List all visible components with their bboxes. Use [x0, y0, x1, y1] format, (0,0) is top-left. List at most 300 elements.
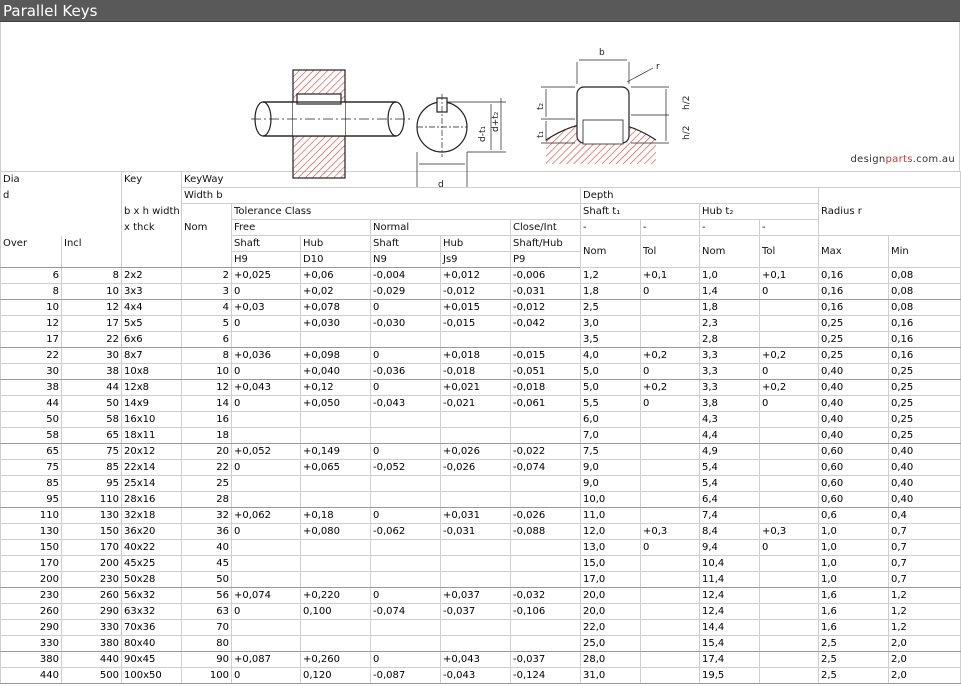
header-thck: x thck: [122, 220, 182, 236]
cell-hub-depth-nom: 10,4: [700, 556, 760, 572]
cell-over: 290: [1, 620, 62, 636]
cell-hub-depth-tol: [760, 652, 819, 668]
cell-normal-shaft-tol: -0,030: [371, 316, 441, 332]
cell-hub-depth-nom: 7,4: [700, 508, 760, 524]
header-bxh: b x h width: [122, 204, 182, 220]
cell-incl: 330: [62, 620, 122, 636]
label-d: d: [438, 180, 444, 190]
cell-normal-hub-tol: +0,021: [441, 380, 511, 396]
cell-hub-depth-nom: 3,3: [700, 380, 760, 396]
cell-shaft-depth-nom: 5,0: [581, 380, 641, 396]
cell-shaft-depth-tol: [641, 300, 700, 316]
table-row: [1, 652, 961, 668]
cell-incl: 44: [62, 380, 122, 396]
header-dia: Dia: [1, 172, 122, 188]
cell-radius-min: 0,25: [889, 428, 961, 444]
cell-free-hub-tol: +0,050: [301, 396, 371, 412]
cell-free-shaft-tol: +0,062: [232, 508, 301, 524]
cell-radius-max: 0,25: [819, 316, 889, 332]
table-row: [1, 492, 961, 508]
header-js9: Js9: [441, 252, 511, 268]
shaft-side-view: [251, 70, 411, 178]
label-r: r: [656, 62, 660, 72]
header-h9: H9: [232, 252, 301, 268]
cell-free-hub-tol: +0,149: [301, 444, 371, 460]
cell-free-hub-tol: +0,18: [301, 508, 371, 524]
cell-close-tol: -0,015: [511, 348, 581, 364]
cell-hub-depth-nom: 6,4: [700, 492, 760, 508]
label-t1: t₁: [536, 130, 546, 138]
cell-over: 110: [1, 508, 62, 524]
cell-normal-hub-tol: +0,018: [441, 348, 511, 364]
cell-width-nom: 14: [182, 396, 232, 412]
cell-hub-depth-nom: 4,4: [700, 428, 760, 444]
cell-hub-depth-tol: [760, 572, 819, 588]
cell-key-size: 5x5: [122, 316, 182, 332]
cell-radius-max: 0,16: [819, 300, 889, 316]
cell-key-size: 50x28: [122, 572, 182, 588]
table-row: [1, 396, 961, 412]
cell-over: 230: [1, 588, 62, 604]
cell-over: 50: [1, 412, 62, 428]
cell-shaft-depth-nom: 5,5: [581, 396, 641, 412]
cell-incl: 260: [62, 588, 122, 604]
cell-shaft-depth-tol: [641, 652, 700, 668]
cell-width-nom: 5: [182, 316, 232, 332]
cell-shaft-depth-nom: 12,0: [581, 524, 641, 540]
cell-free-shaft-tol: 0: [232, 316, 301, 332]
cell-close-tol: -0,018: [511, 380, 581, 396]
cell-incl: 150: [62, 524, 122, 540]
cell-key-size: 28x16: [122, 492, 182, 508]
cell-shaft-depth-tol: [641, 332, 700, 348]
table-row: [1, 524, 961, 540]
cell-radius-min: 0,08: [889, 300, 961, 316]
header-normal-shaft: Shaft: [371, 236, 441, 252]
cell-over: 200: [1, 572, 62, 588]
cell-free-hub-tol: [301, 572, 371, 588]
cell-incl: 85: [62, 460, 122, 476]
cell-shaft-depth-tol: 0: [641, 396, 700, 412]
cell-shaft-depth-tol: [641, 668, 700, 684]
cell-free-shaft-tol: [232, 476, 301, 492]
cell-hub-depth-tol: [760, 668, 819, 684]
table-row: [1, 604, 961, 620]
cell-normal-shaft-tol: [371, 636, 441, 652]
cell-free-shaft-tol: +0,087: [232, 652, 301, 668]
cell-free-shaft-tol: 0: [232, 396, 301, 412]
cell-free-hub-tol: +0,02: [301, 284, 371, 300]
cell-over: 330: [1, 636, 62, 652]
cell-normal-shaft-tol: 0: [371, 380, 441, 396]
cell-radius-min: 0,7: [889, 572, 961, 588]
cell-close-tol: -0,074: [511, 460, 581, 476]
cell-shaft-depth-nom: 20,0: [581, 588, 641, 604]
cell-radius-max: 1,0: [819, 540, 889, 556]
cell-shaft-depth-nom: 25,0: [581, 636, 641, 652]
header-hub-tol: Tol: [760, 236, 819, 268]
cell-normal-shaft-tol: 0: [371, 652, 441, 668]
cell-close-tol: [511, 332, 581, 348]
cell-over: 38: [1, 380, 62, 396]
cell-normal-shaft-tol: 0: [371, 588, 441, 604]
cell-hub-depth-nom: 3,3: [700, 364, 760, 380]
header-shaft-tol: Tol: [641, 236, 700, 268]
cell-key-size: 45x25: [122, 556, 182, 572]
cell-free-hub-tol: +0,12: [301, 380, 371, 396]
cell-over: 17: [1, 332, 62, 348]
cell-hub-depth-tol: +0,2: [760, 348, 819, 364]
cell-normal-shaft-tol: -0,087: [371, 668, 441, 684]
label-d-t1: d-t₁: [478, 125, 488, 142]
cell-normal-shaft-tol: -0,004: [371, 268, 441, 284]
cell-free-hub-tol: [301, 636, 371, 652]
header-nom: Nom: [182, 220, 232, 236]
table-row: [1, 460, 961, 476]
cell-close-tol: -0,088: [511, 524, 581, 540]
cell-normal-hub-tol: -0,043: [441, 668, 511, 684]
header-d: d: [1, 188, 122, 204]
table-row: [1, 636, 961, 652]
cell-free-shaft-tol: [232, 572, 301, 588]
cell-width-nom: 16: [182, 412, 232, 428]
cell-radius-min: 2,0: [889, 668, 961, 684]
cell-hub-depth-nom: 2,8: [700, 332, 760, 348]
cell-width-nom: 8: [182, 348, 232, 364]
cell-hub-depth-nom: 12,4: [700, 588, 760, 604]
cell-shaft-depth-tol: +0,1: [641, 268, 700, 284]
cell-close-tol: [511, 572, 581, 588]
cell-free-shaft-tol: [232, 540, 301, 556]
cell-hub-depth-nom: 4,9: [700, 444, 760, 460]
cell-radius-max: 0,40: [819, 364, 889, 380]
cell-key-size: 36x20: [122, 524, 182, 540]
cell-free-shaft-tol: [232, 412, 301, 428]
cell-hub-depth-nom: 17,4: [700, 652, 760, 668]
cell-hub-depth-nom: 3,3: [700, 348, 760, 364]
cell-shaft-depth-nom: 17,0: [581, 572, 641, 588]
cell-incl: 22: [62, 332, 122, 348]
cell-width-nom: 100: [182, 668, 232, 684]
cell-free-shaft-tol: +0,036: [232, 348, 301, 364]
cell-key-size: 3x3: [122, 284, 182, 300]
cell-normal-hub-tol: +0,043: [441, 652, 511, 668]
cell-shaft-depth-tol: [641, 588, 700, 604]
cell-key-size: 90x45: [122, 652, 182, 668]
cell-radius-min: 0,08: [889, 284, 961, 300]
cell-width-nom: 32: [182, 508, 232, 524]
cell-shaft-depth-tol: [641, 476, 700, 492]
cell-incl: 10: [62, 284, 122, 300]
cell-radius-min: 0,25: [889, 396, 961, 412]
cell-key-size: 63x32: [122, 604, 182, 620]
cell-free-hub-tol: +0,080: [301, 524, 371, 540]
cell-normal-hub-tol: [441, 556, 511, 572]
cell-key-size: 56x32: [122, 588, 182, 604]
cell-free-shaft-tol: [232, 556, 301, 572]
cell-key-size: 2x2: [122, 268, 182, 284]
header-depth: Depth: [581, 188, 819, 204]
cell-incl: 290: [62, 604, 122, 620]
cell-free-shaft-tol: +0,052: [232, 444, 301, 460]
cell-shaft-depth-nom: 9,0: [581, 460, 641, 476]
cell-width-nom: 6: [182, 332, 232, 348]
cell-normal-hub-tol: +0,037: [441, 588, 511, 604]
cell-close-tol: -0,042: [511, 316, 581, 332]
cell-hub-depth-nom: 8,4: [700, 524, 760, 540]
table-row: [1, 572, 961, 588]
credit-part: design: [850, 154, 886, 165]
cell-hub-depth-nom: 2,3: [700, 316, 760, 332]
cell-over: 75: [1, 460, 62, 476]
cell-free-hub-tol: 0,100: [301, 604, 371, 620]
header-radius-min: Min: [889, 236, 961, 268]
cell-key-size: 4x4: [122, 300, 182, 316]
cell-radius-max: 0,6: [819, 508, 889, 524]
header-incl: Incl: [62, 236, 122, 252]
cell-incl: 75: [62, 444, 122, 460]
cell-width-nom: 18: [182, 428, 232, 444]
table-row: [1, 332, 961, 348]
cell-free-hub-tol: [301, 556, 371, 572]
header-hub-nom: Nom: [700, 236, 760, 268]
header-over: Over: [1, 236, 62, 252]
cell-close-tol: -0,031: [511, 284, 581, 300]
cell-close-tol: [511, 636, 581, 652]
cell-hub-depth-nom: 9,4: [700, 540, 760, 556]
cell-normal-shaft-tol: 0: [371, 300, 441, 316]
cell-width-nom: 50: [182, 572, 232, 588]
cell-normal-hub-tol: +0,015: [441, 300, 511, 316]
cell-free-hub-tol: [301, 332, 371, 348]
cell-radius-min: 2,0: [889, 652, 961, 668]
cell-radius-min: 1,2: [889, 604, 961, 620]
cell-hub-depth-tol: +0,2: [760, 380, 819, 396]
cell-radius-max: 0,40: [819, 380, 889, 396]
cell-close-tol: -0,051: [511, 364, 581, 380]
cell-radius-max: 0,60: [819, 460, 889, 476]
cell-over: 6: [1, 268, 62, 284]
cell-free-hub-tol: [301, 428, 371, 444]
cell-shaft-depth-nom: 10,0: [581, 492, 641, 508]
cell-radius-min: 0,25: [889, 412, 961, 428]
cell-normal-hub-tol: +0,031: [441, 508, 511, 524]
table-row: [1, 348, 961, 364]
cell-over: 30: [1, 364, 62, 380]
cell-radius-max: 1,6: [819, 620, 889, 636]
cell-width-nom: 45: [182, 556, 232, 572]
cell-width-nom: 25: [182, 476, 232, 492]
cell-close-tol: [511, 412, 581, 428]
cell-normal-hub-tol: +0,026: [441, 444, 511, 460]
cell-shaft-depth-nom: 11,0: [581, 508, 641, 524]
cell-shaft-depth-tol: [641, 316, 700, 332]
cell-radius-min: 0,7: [889, 540, 961, 556]
site-credit: [851, 154, 955, 165]
label-h2-upper: h/2: [682, 95, 692, 110]
cell-normal-shaft-tol: -0,052: [371, 460, 441, 476]
table-row: [1, 268, 961, 284]
cell-key-size: 14x9: [122, 396, 182, 412]
cell-close-tol: [511, 476, 581, 492]
cell-hub-depth-tol: [760, 412, 819, 428]
cell-free-shaft-tol: [232, 636, 301, 652]
cell-radius-max: 0,40: [819, 412, 889, 428]
page-title: Parallel Keys: [0, 0, 960, 22]
cell-normal-shaft-tol: [371, 476, 441, 492]
cell-normal-hub-tol: [441, 540, 511, 556]
parallel-keys-table: [0, 171, 961, 684]
table-row: [1, 620, 961, 636]
cell-hub-depth-nom: 1,8: [700, 300, 760, 316]
cell-key-size: 10x8: [122, 364, 182, 380]
cell-width-nom: 2: [182, 268, 232, 284]
table-row: [1, 428, 961, 444]
cell-shaft-depth-nom: 9,0: [581, 476, 641, 492]
cell-normal-hub-tol: -0,018: [441, 364, 511, 380]
cell-shaft-depth-tol: 0: [641, 540, 700, 556]
cell-radius-min: 1,2: [889, 620, 961, 636]
cell-radius-max: 0,25: [819, 348, 889, 364]
header-dash-2: -: [641, 220, 700, 236]
cell-radius-max: 0,60: [819, 476, 889, 492]
header-normal: Normal: [371, 220, 511, 236]
cell-shaft-depth-nom: 13,0: [581, 540, 641, 556]
header-width-b: Width b: [182, 188, 581, 204]
cell-over: 440: [1, 668, 62, 684]
cell-shaft-depth-nom: 1,8: [581, 284, 641, 300]
header-p9: P9: [511, 252, 581, 268]
table-row: [1, 380, 961, 396]
cell-close-tol: -0,032: [511, 588, 581, 604]
cell-hub-depth-tol: [760, 604, 819, 620]
cell-radius-max: 0,60: [819, 492, 889, 508]
credit-accent: parts: [885, 154, 913, 165]
cell-close-tol: -0,061: [511, 396, 581, 412]
cell-normal-shaft-tol: 0: [371, 508, 441, 524]
cell-shaft-depth-tol: [641, 412, 700, 428]
cell-radius-max: 2,5: [819, 636, 889, 652]
cell-hub-depth-tol: [760, 444, 819, 460]
label-h2-lower: h/2: [682, 125, 692, 140]
cell-hub-depth-tol: 0: [760, 364, 819, 380]
cell-free-hub-tol: +0,078: [301, 300, 371, 316]
cell-hub-depth-nom: 5,4: [700, 460, 760, 476]
cell-normal-shaft-tol: [371, 540, 441, 556]
cell-over: 8: [1, 284, 62, 300]
cell-close-tol: -0,006: [511, 268, 581, 284]
cell-radius-max: 2,5: [819, 668, 889, 684]
cell-hub-depth-tol: [760, 492, 819, 508]
cell-width-nom: 40: [182, 540, 232, 556]
cell-radius-min: 0,7: [889, 556, 961, 572]
cell-shaft-depth-tol: [641, 620, 700, 636]
cell-key-size: 70x36: [122, 620, 182, 636]
cell-key-size: 16x10: [122, 412, 182, 428]
cell-radius-min: 1,2: [889, 588, 961, 604]
label-d-t2: d+t₂: [491, 111, 501, 132]
cell-shaft-depth-tol: [641, 604, 700, 620]
cell-shaft-depth-nom: 7,5: [581, 444, 641, 460]
cell-width-nom: 36: [182, 524, 232, 540]
cell-close-tol: [511, 428, 581, 444]
cell-radius-min: 0,40: [889, 492, 961, 508]
header-dash-1: -: [581, 220, 641, 236]
cell-radius-max: 1,0: [819, 572, 889, 588]
cell-key-size: 8x7: [122, 348, 182, 364]
cell-free-shaft-tol: [232, 492, 301, 508]
cell-shaft-depth-tol: 0: [641, 284, 700, 300]
cell-width-nom: 22: [182, 460, 232, 476]
table-body: [1, 268, 961, 684]
cell-free-shaft-tol: 0: [232, 284, 301, 300]
cell-key-size: 25x14: [122, 476, 182, 492]
cell-hub-depth-nom: 14,4: [700, 620, 760, 636]
cell-incl: 95: [62, 476, 122, 492]
header-radius: Radius r: [819, 204, 961, 220]
cell-radius-min: 0,40: [889, 444, 961, 460]
cell-shaft-depth-nom: 6,0: [581, 412, 641, 428]
cell-incl: 200: [62, 556, 122, 572]
cell-normal-shaft-tol: [371, 412, 441, 428]
cell-normal-shaft-tol: -0,029: [371, 284, 441, 300]
cell-free-hub-tol: +0,098: [301, 348, 371, 364]
cell-shaft-depth-tol: [641, 572, 700, 588]
cell-shaft-depth-nom: 3,0: [581, 316, 641, 332]
table-header: [1, 172, 961, 268]
cell-incl: 380: [62, 636, 122, 652]
cell-hub-depth-tol: [760, 620, 819, 636]
cell-shaft-depth-tol: +0,3: [641, 524, 700, 540]
header-n9: N9: [371, 252, 441, 268]
table-row: [1, 508, 961, 524]
cell-normal-hub-tol: +0,012: [441, 268, 511, 284]
cell-radius-max: 0,16: [819, 268, 889, 284]
cell-over: 85: [1, 476, 62, 492]
cell-close-tol: -0,026: [511, 508, 581, 524]
cell-hub-depth-nom: 3,8: [700, 396, 760, 412]
header-shaft-t1: Shaft t₁: [581, 204, 700, 220]
cell-incl: 170: [62, 540, 122, 556]
cell-close-tol: [511, 540, 581, 556]
cell-shaft-depth-tol: [641, 636, 700, 652]
cell-normal-hub-tol: -0,012: [441, 284, 511, 300]
table-row: [1, 364, 961, 380]
cell-hub-depth-nom: 5,4: [700, 476, 760, 492]
cell-width-nom: 63: [182, 604, 232, 620]
cell-radius-max: 0,60: [819, 444, 889, 460]
header-free: Free: [232, 220, 371, 236]
cell-radius-max: 0,25: [819, 332, 889, 348]
cell-incl: 65: [62, 428, 122, 444]
cell-free-hub-tol: [301, 412, 371, 428]
cell-key-size: 80x40: [122, 636, 182, 652]
cell-shaft-depth-tol: +0,2: [641, 380, 700, 396]
cell-normal-shaft-tol: [371, 556, 441, 572]
cell-hub-depth-nom: 15,4: [700, 636, 760, 652]
cell-over: 44: [1, 396, 62, 412]
header-close: Close/Int: [511, 220, 581, 236]
cell-over: 130: [1, 524, 62, 540]
cell-normal-shaft-tol: -0,074: [371, 604, 441, 620]
cell-radius-min: 0,7: [889, 524, 961, 540]
cell-free-shaft-tol: +0,03: [232, 300, 301, 316]
cell-radius-max: 1,6: [819, 588, 889, 604]
table-row: [1, 444, 961, 460]
cell-width-nom: 90: [182, 652, 232, 668]
label-t2: t₂: [536, 102, 546, 110]
table-row: [1, 588, 961, 604]
